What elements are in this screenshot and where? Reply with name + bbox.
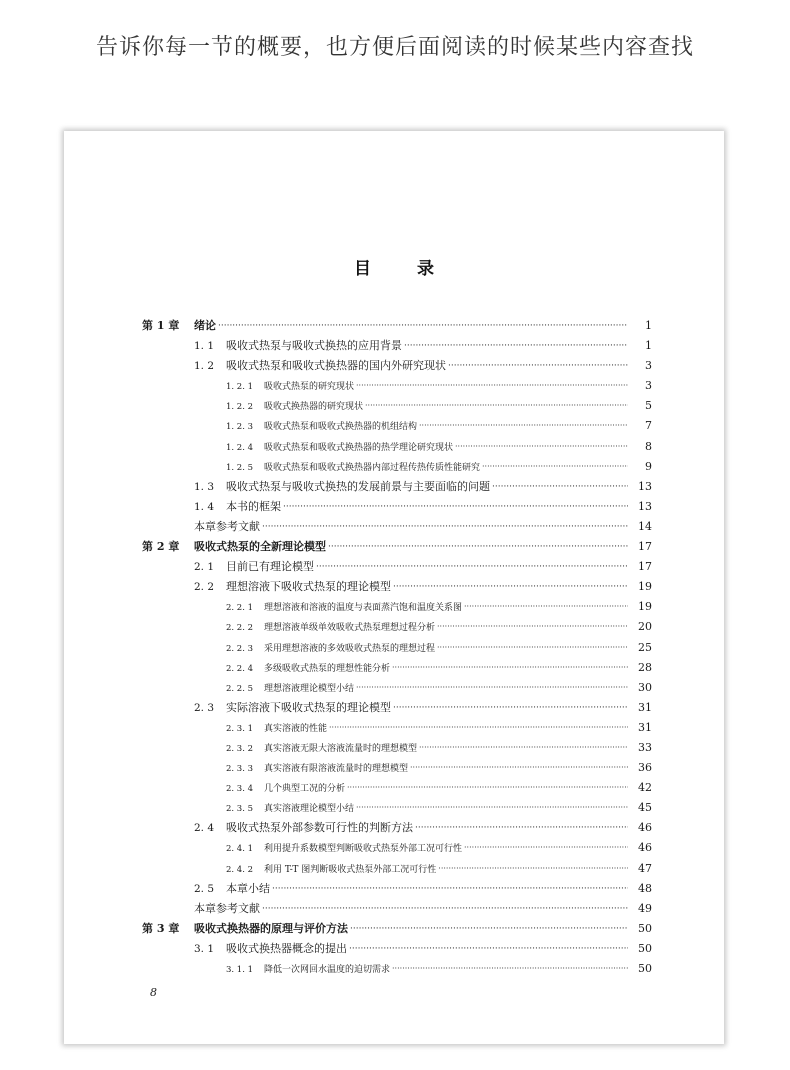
toc-entry-page: 25 <box>638 640 652 654</box>
toc-entry-page: 31 <box>638 700 652 714</box>
toc-entry-title: 吸收式换热器概念的提出 <box>226 941 347 955</box>
toc-entry-number: 2. 4 <box>194 822 215 835</box>
toc-entry <box>142 778 652 798</box>
toc-entry-title: 吸收式热泵和吸收式换热器的机组结构 <box>264 422 418 433</box>
toc-entry-title: 真实溶液有限溶液流量时的理想模型 <box>264 764 409 775</box>
toc-entry-title: 理想溶液理论模型小结 <box>264 683 355 694</box>
toc-entry-title: 理想溶液单级单效吸收式热泵理想过程分析 <box>264 623 436 634</box>
toc-entry <box>142 577 652 597</box>
toc-entry-number: 2. 3. 4 <box>226 784 254 795</box>
dot-leader <box>392 959 628 979</box>
dot-leader <box>437 617 628 637</box>
toc-entry-number: 3. 1 <box>194 942 215 955</box>
toc-entry-title: 几个典型工况的分析 <box>264 784 346 795</box>
dot-leader <box>262 899 628 919</box>
toc-entry-number: 1. 3 <box>194 480 215 493</box>
toc-entry-page: 20 <box>638 620 652 634</box>
dot-leader <box>437 638 628 658</box>
toc-entry-page: 17 <box>638 540 652 554</box>
toc-entry-page: 9 <box>645 459 652 473</box>
dot-leader <box>492 477 628 497</box>
dot-leader <box>356 376 628 396</box>
dot-leader <box>272 879 628 899</box>
toc-entry-page: 13 <box>638 499 652 513</box>
toc-entry <box>142 658 652 678</box>
dot-leader <box>410 758 628 778</box>
toc-entry <box>142 457 652 477</box>
toc-entry-page: 1 <box>645 339 652 353</box>
page-number-footer: 8 <box>150 986 157 999</box>
toc-entry-page: 17 <box>638 560 652 574</box>
toc-entry-number: 2. 3. 2 <box>226 743 254 754</box>
toc-entry-title: 利用提升系数模型判断吸收式热泵外部工况可行性 <box>264 844 463 855</box>
toc-entry-title: 本书的框架 <box>226 499 281 513</box>
dot-leader <box>415 818 628 838</box>
toc-entry <box>142 879 652 899</box>
toc-entry-number: 1. 2. 2 <box>226 402 254 413</box>
toc-entry <box>142 638 652 658</box>
toc-entry-page: 50 <box>638 921 652 935</box>
book-page <box>64 131 724 1044</box>
toc-entry <box>142 617 652 637</box>
toc-entry-page: 1 <box>645 319 652 332</box>
toc-entry-number: 2. 2. 4 <box>226 663 254 674</box>
toc-entry-page: 50 <box>638 962 652 975</box>
toc-entry-title: 利用 T-T 图判断吸收式热泵外部工况可行性 <box>264 864 437 875</box>
toc-entry-number: 1. 2. 1 <box>226 382 254 393</box>
toc-entry-number: 2. 3 <box>194 701 215 714</box>
page-caption: 告诉你每一节的概要，也方便后面阅读的时候某些内容查找 <box>95 35 694 60</box>
toc-entry-title: 吸收式热泵外部参数可行性的判断方法 <box>226 821 413 835</box>
toc-entry-title: 采用理想溶液的多效吸收式热泵的理想过程 <box>264 643 436 654</box>
toc-entry <box>142 517 652 537</box>
dot-leader <box>404 336 628 356</box>
toc-entry-number: 2. 3. 5 <box>226 804 254 815</box>
toc-entry-number: 1. 4 <box>194 500 215 513</box>
dot-leader <box>356 798 628 818</box>
toc-entry-page: 28 <box>638 660 652 674</box>
toc-entry-page: 47 <box>638 861 652 875</box>
toc-entry <box>142 537 652 557</box>
toc-entry-page: 45 <box>638 801 652 815</box>
toc-entry-number: 1. 1 <box>194 340 215 353</box>
toc-entry-number: 2. 2. 3 <box>226 643 254 654</box>
toc-entry-number: 2. 3. 1 <box>226 723 254 734</box>
toc-list <box>142 316 652 979</box>
dot-leader <box>393 698 628 718</box>
toc-entry <box>142 939 652 959</box>
dot-leader <box>316 557 628 577</box>
dot-leader <box>365 396 628 416</box>
toc-entry-title: 理想溶液下吸收式热泵的理论模型 <box>226 580 391 594</box>
toc-entry-title: 降低一次网回水温度的迫切需求 <box>264 965 391 975</box>
toc-entry <box>142 818 652 838</box>
toc-entry-number: 第 3 章 <box>142 921 180 935</box>
toc-entry-title: 多级吸收式热泵的理想性能分析 <box>264 663 391 674</box>
toc-entry-page: 13 <box>638 479 652 493</box>
toc-entry-page: 46 <box>638 821 652 835</box>
dot-leader <box>448 356 628 376</box>
toc-entry-page: 36 <box>638 761 652 775</box>
dot-leader <box>329 718 628 738</box>
toc-entry-title: 吸收式热泵与吸收式换热的发展前景与主要面临的问题 <box>226 479 490 493</box>
toc-entry-number: 1. 2. 5 <box>226 462 254 473</box>
toc-entry-number: 2. 2. 2 <box>226 623 254 634</box>
toc-entry-page: 33 <box>638 740 652 754</box>
toc-entry <box>142 738 652 758</box>
toc-entry-number: 1. 2. 3 <box>226 422 254 433</box>
toc-entry-title: 吸收式热泵和吸收式换热器的热学理论研究现状 <box>264 442 454 453</box>
toc-entry-page: 30 <box>638 680 652 694</box>
toc-entry <box>142 497 652 517</box>
toc-entry-number: 2. 5 <box>194 882 215 895</box>
toc-entry-page: 49 <box>638 901 652 915</box>
toc-entry <box>142 557 652 577</box>
toc-entry-title: 绪论 <box>194 319 216 332</box>
toc-entry-title: 吸收式热泵的全新理论模型 <box>194 540 326 554</box>
toc-entry-title: 真实溶液理论模型小结 <box>264 804 355 815</box>
dot-leader <box>419 738 628 758</box>
toc-entry <box>142 798 652 818</box>
dot-leader <box>350 919 628 939</box>
dot-leader <box>262 517 628 537</box>
toc-entry-page: 3 <box>645 379 652 393</box>
toc-entry-title: 吸收式热泵与吸收式换热的应用背景 <box>226 339 402 353</box>
toc-entry-page: 46 <box>638 841 652 855</box>
toc-entry-number: 1. 2 <box>194 360 215 373</box>
dot-leader <box>464 597 628 617</box>
dot-leader <box>393 577 628 597</box>
toc-entry-number: 2. 4. 1 <box>226 844 254 855</box>
toc-entry <box>142 356 652 376</box>
dot-leader <box>482 457 628 477</box>
toc-entry <box>142 416 652 436</box>
toc-entry <box>142 336 652 356</box>
toc-entry-title: 本章参考文献 <box>194 901 260 915</box>
toc-entry-page: 50 <box>638 941 652 955</box>
toc-entry <box>142 718 652 738</box>
toc-entry-page: 48 <box>638 881 652 895</box>
dot-leader <box>283 497 628 517</box>
toc-entry <box>142 597 652 617</box>
toc-entry-title: 吸收式热泵的研究现状 <box>264 382 355 393</box>
toc-entry-number: 1. 2. 4 <box>226 442 254 453</box>
toc-entry-number: 2. 2 <box>194 581 215 594</box>
dot-leader <box>347 778 628 798</box>
toc-title: 目 录 <box>354 259 434 279</box>
toc-entry-number: 3. 1. 1 <box>226 965 254 975</box>
toc-entry-number: 2. 2. 5 <box>226 683 254 694</box>
toc-entry-number: 2. 3. 3 <box>226 764 254 775</box>
toc-entry-number: 2. 1 <box>194 561 215 574</box>
dot-leader <box>455 437 628 457</box>
toc-entry-page: 19 <box>638 600 652 614</box>
toc-entry-number: 2. 2. 1 <box>226 603 254 614</box>
toc-entry-number: 第 1 章 <box>142 319 180 332</box>
toc-entry <box>142 396 652 416</box>
dot-leader <box>349 939 628 959</box>
toc-entry <box>142 316 652 336</box>
toc-entry <box>142 376 652 396</box>
dot-leader <box>419 416 628 436</box>
toc-entry <box>142 859 652 879</box>
toc-entry-title: 实际溶液下吸收式热泵的理论模型 <box>226 700 391 714</box>
toc-entry-title: 真实溶液无限大溶液流量时的理想模型 <box>264 743 418 754</box>
toc-entry-page: 5 <box>645 399 652 413</box>
toc-entry-number: 2. 4. 2 <box>226 864 254 875</box>
toc-entry <box>142 959 652 979</box>
toc-entry <box>142 919 652 939</box>
toc-entry <box>142 899 652 919</box>
toc-entry-title: 吸收式热泵和吸收式换热器内部过程传热传质性能研究 <box>264 462 481 473</box>
toc-entry-page: 3 <box>645 359 652 373</box>
toc-entry-page: 19 <box>638 580 652 594</box>
toc-entry-page: 42 <box>638 781 652 795</box>
toc-entry-title: 吸收式换热器的研究现状 <box>264 402 364 413</box>
dot-leader <box>438 859 628 879</box>
toc-entry-title: 理想溶液和溶液的温度与表面蒸汽饱和温度关系图 <box>264 603 463 614</box>
toc-entry-title: 本章小结 <box>226 881 270 895</box>
toc-entry <box>142 437 652 457</box>
toc-entry-page: 7 <box>645 419 652 433</box>
dot-leader <box>218 316 628 336</box>
toc-entry-number: 第 2 章 <box>142 540 180 554</box>
toc-entry-title: 本章参考文献 <box>194 519 260 533</box>
toc-entry <box>142 838 652 858</box>
toc-entry <box>142 678 652 698</box>
toc-entry-title: 真实溶液的性能 <box>264 723 328 734</box>
toc-entry-title: 吸收式换热器的原理与评价方法 <box>194 921 348 935</box>
toc-entry <box>142 698 652 718</box>
toc-entry <box>142 477 652 497</box>
dot-leader <box>356 678 628 698</box>
dot-leader <box>464 838 628 858</box>
toc-entry-page: 8 <box>645 439 652 453</box>
dot-leader <box>328 537 628 557</box>
dot-leader <box>392 658 628 678</box>
toc-entry-title: 目前已有理论模型 <box>226 560 314 574</box>
toc-entry-page: 31 <box>638 720 652 734</box>
toc-entry <box>142 758 652 778</box>
toc-entry-page: 14 <box>638 519 652 533</box>
toc-entry-title: 吸收式热泵和吸收式换热器的国内外研究现状 <box>226 359 446 373</box>
